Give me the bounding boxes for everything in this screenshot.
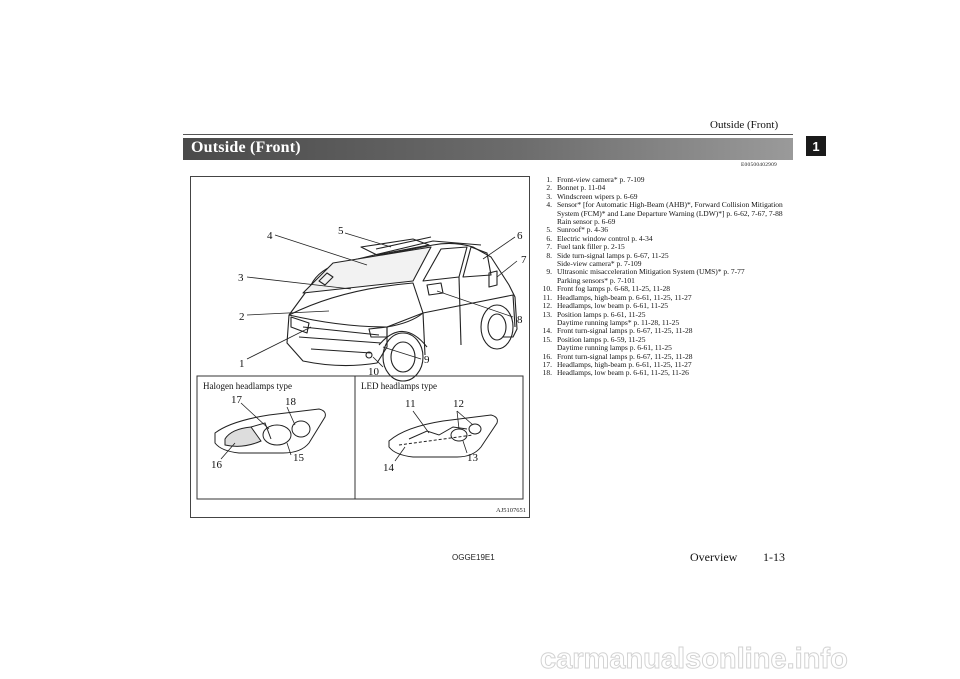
part-number: 12.	[542, 301, 552, 311]
callout-10: 10	[368, 366, 379, 378]
part-number: 9.	[546, 267, 552, 277]
callout-7: 7	[521, 254, 527, 266]
part-number: 6.	[546, 233, 552, 243]
callout-15: 15	[293, 452, 304, 464]
part-item	[539, 336, 789, 353]
section-title: Outside (Front)	[191, 139, 301, 156]
callout-8: 8	[517, 314, 523, 326]
part-number: 13.	[542, 309, 552, 319]
part-description: Sensor* [for Automatic High-Beam (AHB)*, Forward Collision Mitigation System (FCM)* and Lane Departure Warning (LDW)*] p. 6-62, 7-67, 7-88	[557, 200, 783, 218]
callout-1: 1	[239, 358, 245, 370]
part-number: 5.	[546, 225, 552, 235]
part-number: 3.	[546, 191, 552, 201]
parts-list	[539, 176, 789, 378]
part-item	[539, 369, 789, 377]
chapter-tab: 1	[806, 136, 826, 156]
part-subline: Daytime running lamps* p. 11-28, 11-25	[557, 317, 680, 327]
section-title-bar	[183, 138, 793, 160]
part-number: 14.	[542, 326, 552, 336]
section-code: E00500402909	[741, 162, 778, 168]
panel-label-led: LED headlamps type	[361, 381, 437, 391]
footer-section: Overview	[690, 550, 738, 564]
part-description: Electric window control p. 4-34	[557, 233, 653, 243]
part-description: Headlamps, high-beam p. 6-61, 11-25, 11-27	[557, 292, 692, 302]
callout-18: 18	[285, 396, 296, 408]
part-number: 2.	[546, 183, 552, 193]
part-description: Front turn-signal lamps p. 6-67, 11-25, 11-28	[557, 326, 693, 336]
callout-5: 5	[338, 225, 344, 237]
panel-label-halogen: Halogen headlamps type	[203, 381, 292, 391]
part-description: Front turn-signal lamps p. 6-67, 11-25, 11-28	[557, 351, 693, 361]
part-subline: Side-view camera* p. 7-109	[557, 259, 642, 269]
part-number: 11.	[542, 292, 552, 302]
callout-13: 13	[467, 452, 478, 464]
part-number: 15.	[542, 334, 552, 344]
header-rule	[183, 134, 793, 135]
figure-id: AJ5107651	[496, 507, 526, 514]
part-number: 17.	[542, 359, 552, 369]
part-description: Sunroof* p. 4-36	[557, 225, 609, 235]
part-item	[539, 201, 789, 226]
part-description: Position lamps p. 6-59, 11-25	[557, 334, 646, 344]
part-item	[539, 311, 789, 328]
part-number: 7.	[546, 242, 552, 252]
callout-3: 3	[238, 272, 244, 284]
callout-6: 6	[517, 230, 523, 242]
part-description: Bonnet p. 11-04	[557, 183, 606, 193]
part-subline: Daytime running lamps p. 6-61, 11-25	[557, 343, 672, 353]
callout-11: 11	[405, 398, 416, 410]
part-description: Position lamps p. 6-61, 11-25	[557, 309, 646, 319]
part-description: Headlamps, high-beam p. 6-61, 11-25, 11-27	[557, 359, 692, 369]
part-description: Side turn-signal lamps p. 6-67, 11-25	[557, 250, 669, 260]
part-number: 8.	[546, 250, 552, 260]
callout-14: 14	[383, 462, 394, 474]
part-description: Headlamps, low beam p. 6-61, 11-25, 11-26	[557, 368, 689, 378]
led-headlamp	[389, 415, 497, 457]
part-number: 18.	[542, 368, 552, 378]
part-subline: Parking sensors* p. 7-101	[557, 275, 635, 285]
vehicle-figure	[190, 176, 530, 518]
callout-9: 9	[424, 354, 430, 366]
part-item	[539, 252, 789, 269]
part-description: Fuel tank filler p. 2-15	[557, 242, 625, 252]
vehicle-illustration	[191, 177, 531, 519]
part-description: Headlamps, low beam p. 6-61, 11-25	[557, 301, 668, 311]
callout-2: 2	[239, 311, 245, 323]
running-header: Outside (Front)	[710, 119, 779, 131]
part-subline: Rain sensor p. 6-69	[557, 217, 616, 227]
part-description: Front-view camera* p. 7-109	[557, 175, 645, 184]
callout-17: 17	[231, 394, 242, 406]
part-item	[539, 268, 789, 285]
part-description: Ultrasonic misacceleration Mitigation System (UMS)* p. 7-77	[557, 267, 745, 277]
part-description: Front fog lamps p. 6-68, 11-25, 11-28	[557, 284, 670, 294]
part-number: 4.	[546, 200, 552, 210]
part-number: 16.	[542, 351, 552, 361]
callout-16: 16	[211, 459, 222, 471]
svg-text:carmanualsonline.info: carmanualsonline.info	[540, 643, 848, 675]
watermark-logo	[540, 637, 960, 677]
part-description: Windscreen wipers p. 6-69	[557, 191, 638, 201]
part-number: 1.	[546, 175, 552, 184]
footer-code: OGGE19E1	[452, 553, 495, 562]
page-number: 1-13	[763, 550, 785, 564]
callout-12: 12	[453, 398, 464, 410]
callout-4: 4	[267, 230, 273, 242]
part-number: 10.	[542, 284, 552, 294]
